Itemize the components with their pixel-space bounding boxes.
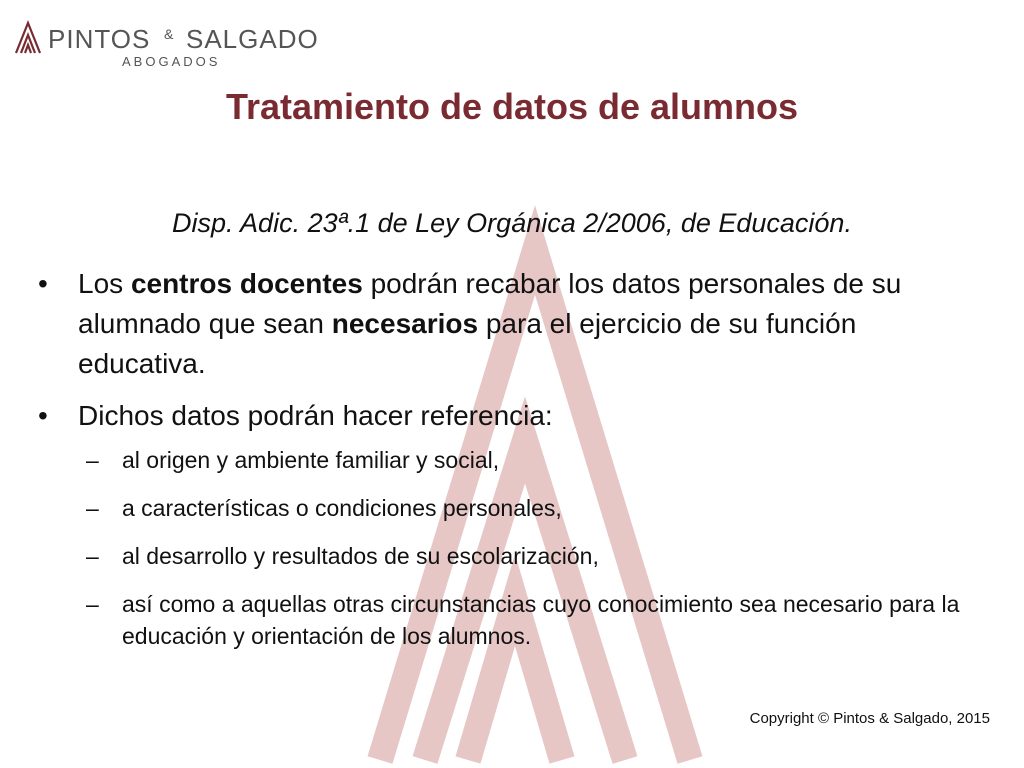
sub-marker: – xyxy=(86,591,99,617)
sub-item-1 xyxy=(86,444,978,476)
chevron-logo-icon xyxy=(14,20,42,54)
sub-list xyxy=(86,444,978,652)
slide-subtitle: Disp. Adic. 23ª.1 de Ley Orgánica 2/2006, de Educación. xyxy=(172,208,852,238)
bullet-text-part: Los xyxy=(78,268,131,299)
logo-name-part2: SALGADO xyxy=(186,24,319,54)
logo-subtitle: ABOGADOS xyxy=(122,54,221,69)
bullet-text-part: podrán recabar los datos personales de su alumnado que sean xyxy=(78,268,902,339)
sub-marker: – xyxy=(86,495,99,521)
slide-title: Tratamiento de datos de alumnos xyxy=(225,86,799,127)
company-logo xyxy=(14,18,334,70)
bullet-bold-term: centros docentes xyxy=(130,268,363,299)
sub-text: así como a aquellas otras circunstancias cuyo conocimiento sea necesario para la educación y orientación de los alumnos. xyxy=(122,591,960,649)
bullet-item-2 xyxy=(38,396,978,436)
sub-text: a características o condiciones personales, xyxy=(122,495,562,521)
logo-ampersand: & xyxy=(164,26,174,42)
copyright-notice: Copyright © Pintos & Salgado, 2015 xyxy=(749,710,990,727)
bullet-text-part: para el ejercicio de su función educativa. xyxy=(78,308,857,379)
bullet-list xyxy=(38,264,978,668)
bullet-bold-term: necesarios xyxy=(331,308,479,339)
sub-text: al desarrollo y resultados de su escolarización, xyxy=(122,543,599,569)
sub-item-4 xyxy=(86,588,978,652)
bullet-marker: • xyxy=(38,268,48,299)
sub-item-3 xyxy=(86,540,978,572)
bullet-item-1 xyxy=(38,264,978,384)
sub-marker: – xyxy=(86,543,99,569)
sub-item-2 xyxy=(86,492,978,524)
bullet-text xyxy=(78,268,901,379)
logo-name-part1: PINTOS xyxy=(48,24,151,54)
bullet-text: Dichos datos podrán hacer referencia: xyxy=(78,400,553,431)
bullet-marker: • xyxy=(38,400,48,431)
sub-text: al origen y ambiente familiar y social, xyxy=(122,447,500,473)
sub-marker: – xyxy=(86,447,99,473)
